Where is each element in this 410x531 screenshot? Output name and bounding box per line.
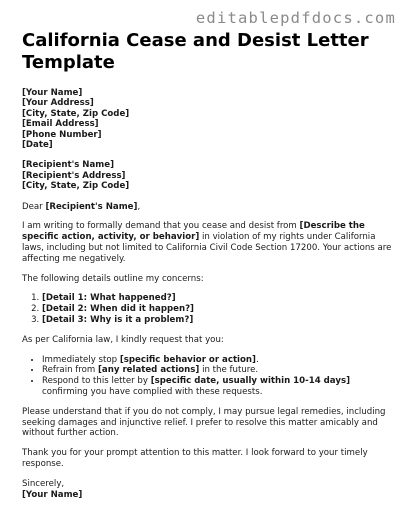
salutation: Dear [Recipient's Name], <box>22 201 141 212</box>
sender-city: [City, State, Zip Code] <box>22 108 130 119</box>
list-item: 3. [Detail 3: Why is it a problem?] <box>42 315 394 326</box>
list-item: 2. [Detail 2: When did it happen?] <box>42 304 394 315</box>
list-item: • Respond to this letter by [specific date, usually within 10-14 days] confirming you have complied with these requests. <box>42 376 394 398</box>
letter-body <box>22 30 394 500</box>
sender-date: [Date] <box>22 140 53 151</box>
recipient-city: [City, State, Zip Code] <box>22 181 130 192</box>
sender-address: [Your Address] <box>22 98 94 109</box>
sender-name: [Your Name] <box>22 88 83 98</box>
watermark: editablepdfdocs.com <box>195 9 396 27</box>
details-intro: The following details outline my concerns: <box>22 273 204 284</box>
paragraph-demand: I am writing to formally demand that you cease and desist from [Describe the specific action, activity, or behavior] in violation of my rights under California laws, including but not limited to California Civil Code Section 17200. Your actions are affecting me negatively. <box>22 221 392 264</box>
list-item: • Refrain from [any related actions] in the future. <box>42 365 394 376</box>
paragraph-thanks: Thank you for your prompt attention to this matter. I look forward to your timely response. <box>22 448 368 469</box>
sender-email: [Email Address] <box>22 119 99 130</box>
signature: [Your Name] <box>22 489 83 500</box>
sender-phone: [Phone Number] <box>22 129 102 140</box>
recipient-block <box>22 160 394 191</box>
sender-block <box>22 88 394 150</box>
closing: Sincerely, <box>22 478 65 489</box>
requests-list <box>22 355 394 398</box>
recipient-name: [Recipient's Name] <box>22 160 115 171</box>
request-intro: As per California law, I kindly request that you: <box>22 334 224 345</box>
recipient-address: [Recipient's Address] <box>22 170 126 181</box>
details-list <box>22 293 394 325</box>
list-item: 1. [Detail 1: What happened?] <box>42 293 394 304</box>
list-item: • Immediately stop [specific behavior or action]. <box>42 355 394 366</box>
paragraph-legal: Please understand that if you do not comply, I may pursue legal remedies, including seeking damages and injunctive relief. I prefer to resolve this matter amicably and without further action. <box>22 406 386 439</box>
page-title: California Cease and Desist Letter Template <box>22 30 369 73</box>
